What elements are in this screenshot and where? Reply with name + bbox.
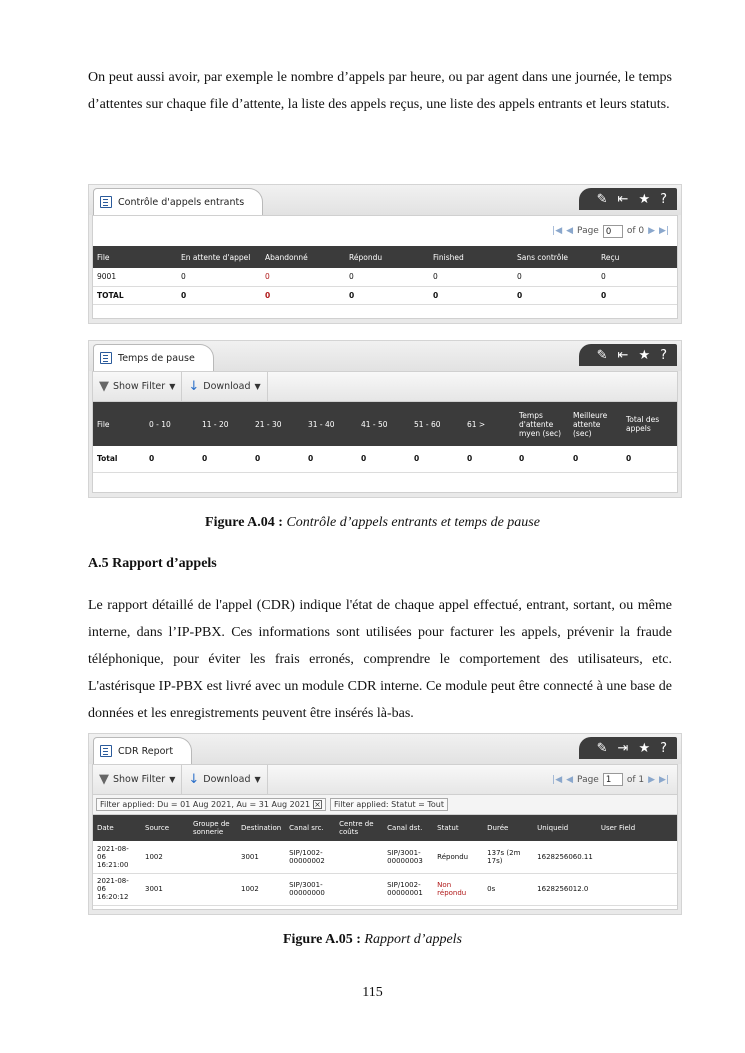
first-page-icon[interactable]: |◀ — [552, 774, 563, 785]
table-row[interactable] — [93, 268, 677, 286]
col-header[interactable]: Total des appels — [622, 402, 677, 446]
page-of-label: of 0 — [626, 226, 645, 236]
cell: 0 — [357, 446, 410, 472]
cell: 3001 — [141, 873, 189, 905]
date-filter-chip[interactable] — [96, 798, 326, 811]
chevron-down-icon: ▼ — [169, 382, 176, 391]
cell: 0 — [429, 286, 513, 304]
cell: 0 — [198, 446, 251, 472]
first-page-icon[interactable]: |◀ — [552, 226, 563, 236]
funnel-icon: ▼ — [99, 379, 109, 394]
edit-icon[interactable]: ✎ — [596, 191, 608, 207]
col-header[interactable]: Meilleure attente (sec) — [569, 402, 622, 446]
edit-icon[interactable]: ✎ — [596, 347, 608, 363]
col-header[interactable]: File — [93, 246, 177, 268]
chevron-down-icon: ▼ — [169, 775, 176, 784]
widget-tab[interactable] — [93, 737, 192, 764]
col-header[interactable]: 11 - 20 — [198, 402, 251, 446]
cdr-paragraph: Le rapport détaillé de l'appel (CDR) indique l'état de chaque appel effectué, entrant, sortant, ou même interne, dans l’IP-PBX. Ces informations sont utilisées pour facturer les appels, prévenir la fraude téléphonique, pour éviter les frais erronés, comprendre le comportement des utilisateurs, etc. L'astérisque IP-PBX est livré avec un module CDR interne. Ce module peut être connecté à une base de données et les enregistrements peuvent être insérés là-bas. — [88, 598, 672, 721]
table-header — [93, 402, 677, 446]
col-header[interactable]: Répondu — [345, 246, 429, 268]
toolbar — [93, 765, 677, 795]
widget-title: CDR Report — [118, 745, 174, 757]
download-label: Download — [203, 381, 251, 392]
page-label: Page — [577, 774, 599, 785]
col-header[interactable]: 0 - 10 — [145, 402, 198, 446]
download-button[interactable] — [182, 372, 267, 401]
cell: 2021-08-06 16:21:00 — [93, 841, 141, 873]
widget-title: Temps de pause — [118, 352, 195, 364]
close-icon[interactable]: × — [314, 800, 321, 809]
col-header[interactable]: Sans contrôle — [513, 246, 597, 268]
pager — [552, 216, 669, 246]
pause-time-table — [93, 402, 677, 473]
list-icon — [100, 745, 112, 757]
cell: 0s — [483, 873, 533, 905]
pause-time-widget — [88, 340, 682, 498]
last-page-icon[interactable]: ▶| — [659, 226, 669, 236]
col-header[interactable]: En attente d'appel — [177, 246, 261, 268]
caption-text: Contrôle d’appels entrants et temps de pause — [286, 515, 540, 530]
cell: 0 — [410, 446, 463, 472]
col-header[interactable]: Durée — [483, 815, 533, 841]
widget-tabbar — [89, 185, 681, 215]
caption-label: Figure A.04 : — [205, 515, 283, 530]
cell: 0 — [429, 268, 513, 286]
cell: 0 — [463, 446, 515, 472]
widget-title: Contrôle d'appels entrants — [118, 196, 245, 208]
cell: 1002 — [141, 841, 189, 873]
widget-body — [92, 215, 678, 319]
col-header[interactable]: Reçu — [597, 246, 677, 268]
caption-label: Figure A.05 : — [282, 932, 361, 947]
status-cell: Répondu — [433, 841, 483, 873]
help-icon[interactable]: ? — [660, 191, 667, 207]
cell — [597, 841, 677, 873]
col-header[interactable]: Canal src. — [285, 815, 335, 841]
cell: 2021-08-06 16:20:12 — [93, 873, 141, 905]
total-row — [93, 286, 677, 304]
filter-text: Filter applied: Statut = Tout — [334, 800, 445, 809]
filter-chips — [93, 795, 677, 815]
table-header — [93, 246, 677, 268]
filter-text: Filter applied: Du = 01 Aug 2021, Au = 31 Aug 2021 — [100, 800, 311, 809]
total-row — [93, 446, 677, 472]
page-of-label: of 1 — [626, 774, 645, 785]
cell: 0 — [515, 446, 569, 472]
chevron-down-icon: ▼ — [254, 382, 261, 391]
collapse-icon[interactable]: ⇥ — [617, 740, 629, 756]
cell: TOTAL — [93, 286, 177, 304]
cell: 0 — [345, 286, 429, 304]
cell: 0 — [145, 446, 198, 472]
widget-tools — [579, 344, 677, 366]
col-header[interactable]: Uniqueid — [533, 815, 597, 841]
collapse-icon[interactable]: ⇤ — [617, 191, 629, 207]
section-heading: A.5 Rapport d’appels — [88, 556, 217, 571]
figure-caption-a05 — [0, 932, 745, 948]
pager — [552, 765, 669, 794]
col-header[interactable]: 61 > — [463, 402, 515, 446]
cell: SIP/3001-00000000 — [285, 873, 335, 905]
star-icon[interactable]: ★ — [638, 740, 651, 756]
edit-icon[interactable]: ✎ — [596, 740, 608, 756]
cell: 0 — [304, 446, 357, 472]
chevron-down-icon: ▼ — [254, 775, 261, 784]
col-header[interactable]: Finished — [429, 246, 513, 268]
widget-body — [92, 764, 678, 910]
cell — [189, 873, 237, 905]
list-icon — [100, 196, 112, 208]
col-header[interactable]: Centre de coûts — [335, 815, 383, 841]
widget-tools — [579, 737, 677, 759]
cell — [597, 873, 677, 905]
col-header[interactable]: 51 - 60 — [410, 402, 463, 446]
page-number: 115 — [362, 985, 383, 1000]
col-header[interactable]: Groupe de sonnerie — [189, 815, 237, 841]
show-filter-label: Show Filter — [113, 381, 166, 392]
star-icon[interactable]: ★ — [638, 347, 651, 363]
cell: 0 — [569, 446, 622, 472]
cdr-report-widget — [88, 733, 682, 915]
widget-tab[interactable] — [93, 188, 263, 215]
cell: 0 — [345, 268, 429, 286]
col-header[interactable]: 31 - 40 — [304, 402, 357, 446]
collapse-icon[interactable]: ⇤ — [617, 347, 629, 363]
cdr-table — [93, 815, 677, 906]
cell: SIP/3001-00000003 — [383, 841, 433, 873]
help-icon[interactable]: ? — [660, 740, 667, 756]
col-header[interactable]: Destination — [237, 815, 285, 841]
col-header[interactable]: Temps d'attente myen (sec) — [515, 402, 569, 446]
col-header[interactable]: User Field — [597, 815, 677, 841]
show-filter-button[interactable] — [93, 765, 182, 794]
help-icon[interactable]: ? — [660, 347, 667, 363]
cell: 1628256060.11 — [533, 841, 597, 873]
col-header[interactable]: Date — [93, 815, 141, 841]
incoming-calls-table — [93, 246, 677, 305]
intro-paragraph: On peut aussi avoir, par exemple le nombre d’appels par heure, ou par agent dans une journée, le temps d’attentes sur chaque file d’attente, la liste des appels reçus, une liste des appels entrants et leurs statuts. — [88, 70, 672, 112]
star-icon[interactable]: ★ — [638, 191, 651, 207]
cell: 3001 — [237, 841, 285, 873]
cell: SIP/1002-00000002 — [285, 841, 335, 873]
cell: 0 — [261, 268, 345, 286]
page-input[interactable]: 0 — [603, 225, 623, 238]
col-header[interactable]: 41 - 50 — [357, 402, 410, 446]
cell: Total — [93, 446, 145, 472]
cell: 0 — [177, 268, 261, 286]
col-header[interactable]: Abandonné — [261, 246, 345, 268]
caption-text: Rapport d’appels — [364, 932, 462, 947]
cell: 9001 — [93, 268, 177, 286]
next-page-icon[interactable]: ▶ — [648, 226, 656, 236]
cell: 0 — [597, 268, 677, 286]
prev-page-icon[interactable]: ◀ — [566, 774, 574, 785]
cell — [335, 873, 383, 905]
status-filter-chip[interactable] — [330, 798, 448, 811]
download-icon: ↓ — [188, 772, 200, 787]
list-icon — [100, 352, 112, 364]
last-page-icon[interactable]: ▶| — [659, 774, 669, 785]
pager-bar — [93, 216, 677, 246]
col-header[interactable]: File — [93, 402, 145, 446]
prev-page-icon[interactable]: ◀ — [566, 226, 574, 236]
page-label: Page — [577, 226, 599, 236]
cell — [189, 841, 237, 873]
cell: SIP/1002-00000001 — [383, 873, 433, 905]
cell: 0 — [513, 286, 597, 304]
toolbar — [93, 372, 677, 402]
table-header — [93, 815, 677, 841]
col-header[interactable]: Source — [141, 815, 189, 841]
widget-tools — [579, 188, 677, 210]
download-label: Download — [203, 774, 251, 785]
cell: 0 — [251, 446, 304, 472]
show-filter-label: Show Filter — [113, 774, 166, 785]
show-filter-button[interactable] — [93, 372, 182, 401]
cell: 0 — [177, 286, 261, 304]
incoming-calls-widget — [88, 184, 682, 324]
col-header[interactable]: Statut — [433, 815, 483, 841]
table-row[interactable] — [93, 873, 677, 905]
status-cell: Non répondu — [433, 873, 483, 905]
funnel-icon: ▼ — [99, 772, 109, 787]
cell: 0 — [261, 286, 345, 304]
next-page-icon[interactable]: ▶ — [648, 774, 656, 785]
widget-tabbar — [89, 734, 681, 764]
widget-tabbar — [89, 341, 681, 371]
col-header[interactable]: Canal dst. — [383, 815, 433, 841]
col-header[interactable]: 21 - 30 — [251, 402, 304, 446]
cell: 0 — [513, 268, 597, 286]
figure-caption-a04 — [0, 515, 745, 531]
cell: 0 — [597, 286, 677, 304]
cell: 1628256012.0 — [533, 873, 597, 905]
cell — [335, 841, 383, 873]
widget-body — [92, 371, 678, 493]
cell: 0 — [622, 446, 677, 472]
cell: 137s (2m 17s) — [483, 841, 533, 873]
table-row[interactable] — [93, 841, 677, 873]
page-input[interactable]: 1 — [603, 773, 623, 786]
download-button[interactable] — [182, 765, 267, 794]
widget-tab[interactable] — [93, 344, 214, 371]
cell: 1002 — [237, 873, 285, 905]
download-icon: ↓ — [188, 379, 200, 394]
